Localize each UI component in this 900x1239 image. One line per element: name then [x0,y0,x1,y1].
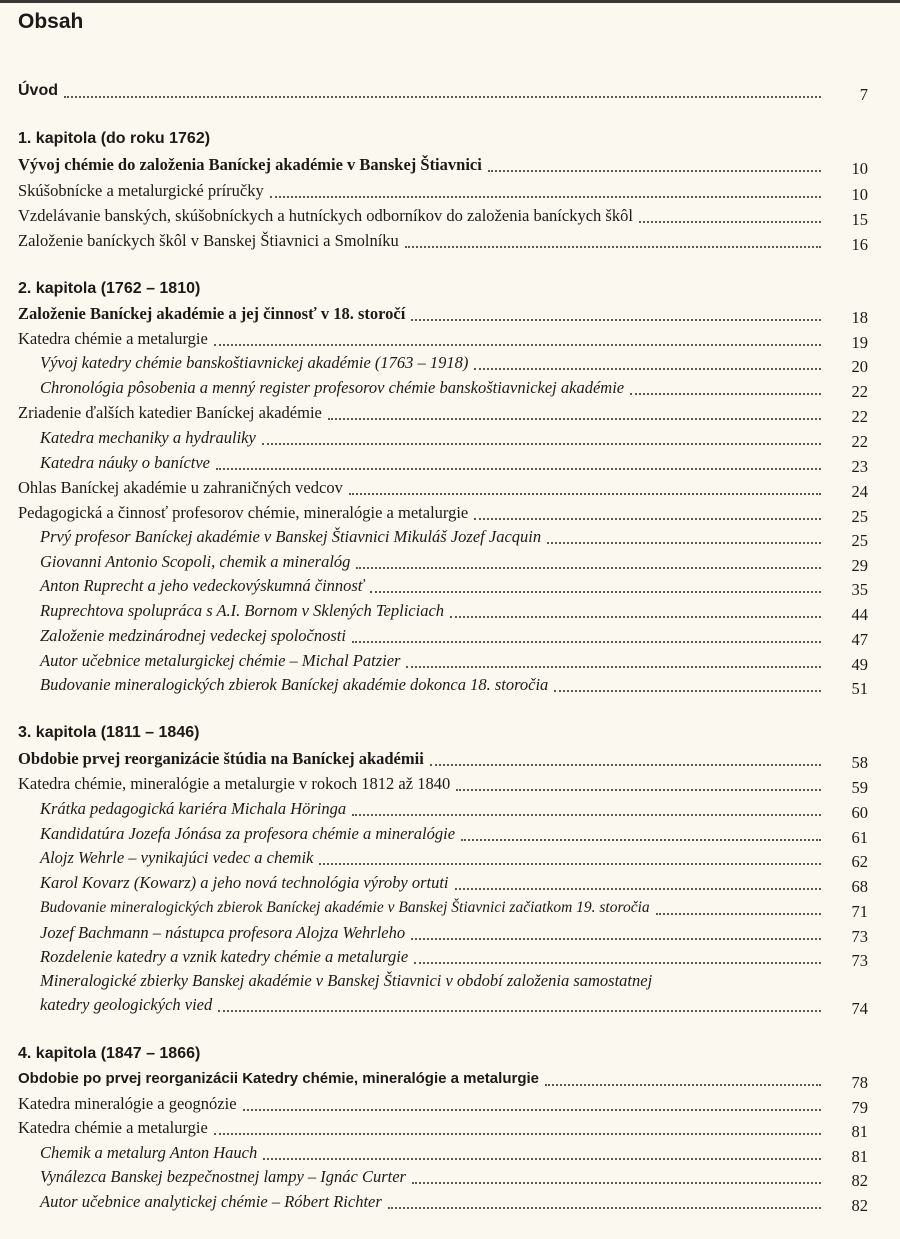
page-number: 68 [851,877,868,896]
page-number: 22 [851,432,868,451]
entry-text: Rozdelenie katedry a vznik katedry chémie a metalurgie [40,947,409,966]
entry-text: Založenie baníckych škôl v Banskej Štiavnici a Smolníku [18,231,399,250]
toc-entry[interactable] [0,994,900,1016]
toc-entry[interactable] [0,897,900,919]
entry-text: Autor učebnice analytickej chémie – Róbert Richter [40,1192,382,1211]
toc-entry[interactable] [0,872,900,894]
page-number: 81 [851,1122,868,1141]
entry-text: Vzdelávanie banských, skúšobníckych a hutníckych odborníkov do založenia baníckych škôl [18,206,633,225]
entry-text-line-1: Mineralogické zbierky Banskej akadémie v Banskej Štiavnici v období založenia samostatnej [40,971,653,990]
entry-text: Karol Kovarz (Kowarz) a jeho nová technológia výroby ortuti [40,873,449,892]
page-number: 74 [851,999,868,1018]
entry-text: Katedra náuky o baníctve [40,453,210,472]
entry-text: Katedra chémie a metalurgie [18,329,208,348]
entry-text: Chemik a metalurg Anton Hauch [40,1143,258,1162]
page-number: 58 [851,753,868,772]
leader-dots [455,887,822,890]
leader-dots [263,1157,821,1160]
entry-text: Budovanie mineralogických zbierok Baníckej akadémie dokonca 18. storočia [40,675,549,694]
leader-dots [216,467,821,470]
page-number: 73 [851,951,868,970]
page-number: 15 [851,210,868,229]
leader-dots [630,392,821,395]
entry-text: Vývoj katedry chémie banskoštiavnickej akadémie (1763 – 1918) [40,353,469,372]
toc-entry[interactable] [0,205,900,227]
page-number: 81 [851,1147,868,1166]
chapter-1-heading: 1. kapitola (do roku 1762) [18,130,211,147]
page-number: 29 [851,556,868,575]
page-number: 49 [851,655,868,674]
chapter-2-heading: 2. kapitola (1762 – 1810) [18,280,201,297]
leader-dots [218,1009,821,1012]
page-title: Obsah [18,10,84,33]
leader-dots [474,517,821,520]
page-number: 35 [851,580,868,599]
leader-dots [656,912,821,915]
leader-dots [64,95,821,98]
toc-entry[interactable] [0,427,900,449]
entry-text: Krátka pedagogická kariéra Michala Höringa [40,799,347,818]
entry-text: Skúšobnícke a metalurgické príručky [18,181,264,200]
leader-dots [356,566,821,569]
page-number: 16 [851,235,868,254]
toc-entry[interactable] [0,674,900,696]
entry-text: Pedagogická a činnosť profesorov chémie, mineralógie a metalurgie [18,503,469,522]
toc-entry[interactable] [0,1142,900,1164]
page-number: 79 [851,1098,868,1117]
leader-dots [262,442,821,445]
leader-dots [214,1132,821,1135]
entry-text: Obdobie prvej reorganizácie štúdia na Baníckej akadémii [18,749,424,768]
leader-dots [406,665,821,668]
entry-text: katedry geologických vied [40,995,213,1014]
toc-entry[interactable] [0,154,900,176]
page-number: 23 [851,457,868,476]
page-number: 78 [851,1073,868,1092]
entry-text: Zriadenie ďalších katedier Baníckej akadémie [18,403,322,422]
leader-dots [411,318,821,321]
entry-text: Katedra chémie a metalurgie [18,1118,208,1137]
toc-entry[interactable] [0,922,900,944]
leader-dots [411,937,821,940]
entry-text: Alojz Wehrle – vynikajúci vedec a chemik [40,848,314,867]
leader-dots [461,838,821,841]
leader-dots [430,763,821,766]
page-number: 82 [851,1196,868,1215]
entry-text: Katedra mechaniky a hydrauliky [40,428,256,447]
page-number: 10 [851,159,868,178]
page-number: 82 [851,1171,868,1190]
leader-dots [474,367,821,370]
page-number: 20 [851,357,868,376]
toc-entry[interactable] [0,748,900,770]
toc-entry[interactable] [0,1068,900,1090]
toc-entry[interactable] [0,847,900,869]
leader-dots [450,615,821,618]
entry-text: Vynálezca Banskej bezpečnostnej lampy – Ignác Curter [40,1167,406,1186]
toc-entry[interactable] [0,798,900,820]
page-number: 25 [851,507,868,526]
chapter-3-heading: 3. kapitola (1811 – 1846) [18,724,200,741]
entry-text: Obdobie po prvej reorganizácii Katedry chémie, mineralógie a metalurgie [18,1070,539,1087]
leader-dots [349,492,821,495]
entry-text: Kandidatúra Jozefa Jónása za profesora chémie a mineralógie [40,824,456,843]
entry-text: Založenie medzinárodnej vedeckej spoločnosti [40,626,346,645]
toc-entry[interactable] [0,575,900,597]
leader-dots [545,1083,821,1086]
entry-text: Ruprechtova spolupráca s A.I. Bornom v Sklených Tepliciach [40,601,445,620]
toc-entry[interactable] [0,477,900,499]
toc-entry[interactable] [0,303,900,325]
toc-entry[interactable] [0,773,900,795]
page-number: 22 [851,382,868,401]
page-number: 18 [851,308,868,327]
page-number: 10 [851,185,868,204]
entry-text: Katedra mineralógie a geognózie [18,1094,237,1113]
leader-dots [352,640,821,643]
toc-entry[interactable] [0,600,900,622]
page-number: 7 [859,85,868,104]
toc-entry[interactable] [0,1166,900,1188]
leader-dots [328,417,821,420]
page-number: 24 [851,482,868,501]
leader-dots [388,1206,821,1209]
chapter-4-heading: 4. kapitola (1847 – 1866) [18,1045,201,1062]
leader-dots [352,813,821,816]
entry-text: Ohlas Baníckej akadémie u zahraničných vedcov [18,478,343,497]
entry-text: Úvod [18,82,58,99]
leader-dots [319,862,821,865]
toc-entry[interactable] [0,650,900,672]
leader-dots [639,220,821,223]
entry-text: Prvý profesor Baníckej akadémie v Banskej Štiavnici Mikuláš Jozef Jacquin [40,527,542,546]
page-number: 71 [851,902,868,921]
leader-dots [412,1181,821,1184]
toc-entry[interactable] [0,551,900,573]
leader-dots [488,169,821,172]
entry-text: Katedra chémie, mineralógie a metalurgie v rokoch 1812 až 1840 [18,774,451,793]
toc-entry[interactable] [0,452,900,474]
leader-dots [456,788,821,791]
leader-dots [547,541,821,544]
page-number: 47 [851,630,868,649]
leader-dots [214,343,821,346]
page-number: 73 [851,927,868,946]
toc-entry[interactable] [0,625,900,647]
page-number: 44 [851,605,868,624]
leader-dots [414,961,821,964]
page-number: 61 [851,828,868,847]
entry-text: Založenie Baníckej akadémie a jej činnosť v 18. storočí [18,304,406,323]
entry-text: Giovanni Antonio Scopoli, chemik a mineralóg [40,552,351,571]
entry-text: Anton Ruprecht a jeho vedeckovýskumná činnosť [40,576,364,595]
toc-entry[interactable] [0,526,900,548]
toc-entry[interactable] [0,1093,900,1115]
leader-dots [370,590,821,593]
page-number: 59 [851,778,868,797]
top-rule [0,0,900,3]
toc-entry[interactable] [0,1117,900,1139]
toc-entry-intro[interactable] [0,80,900,102]
page-number: 22 [851,407,868,426]
entry-text: Autor učebnice metalurgickej chémie – Michal Patzier [40,651,401,670]
toc-entry[interactable] [0,946,900,968]
page-number: 51 [851,679,868,698]
leader-dots [554,689,821,692]
toc-entry[interactable] [0,328,900,350]
page-number: 62 [851,852,868,871]
toc-entry[interactable] [0,823,900,845]
leader-dots [243,1108,821,1111]
page-number: 60 [851,803,868,822]
leader-dots [405,245,821,248]
toc-entry[interactable] [0,180,900,202]
entry-text: Chronológia pôsobenia a menný register profesorov chémie banskoštiavnickej akadémie [40,378,625,397]
entry-text: Jozef Bachmann – nástupca profesora Alojza Wehrleho [40,923,406,942]
leader-dots [270,195,821,198]
entry-text: Vývoj chémie do založenia Baníckej akadémie v Banskej Štiavnici [18,155,482,174]
page-number: 25 [851,531,868,550]
toc-entry[interactable] [0,377,900,399]
toc-entry[interactable] [0,1191,900,1213]
toc-entry[interactable] [0,352,900,374]
page-number: 19 [851,333,868,352]
toc-entry[interactable] [0,402,900,424]
entry-text: Budovanie mineralogických zbierok Baníckej akadémie v Banskej Štiavnici začiatkom 19. storočia [40,899,650,916]
toc-entry[interactable] [0,230,900,252]
toc-entry[interactable] [0,502,900,524]
